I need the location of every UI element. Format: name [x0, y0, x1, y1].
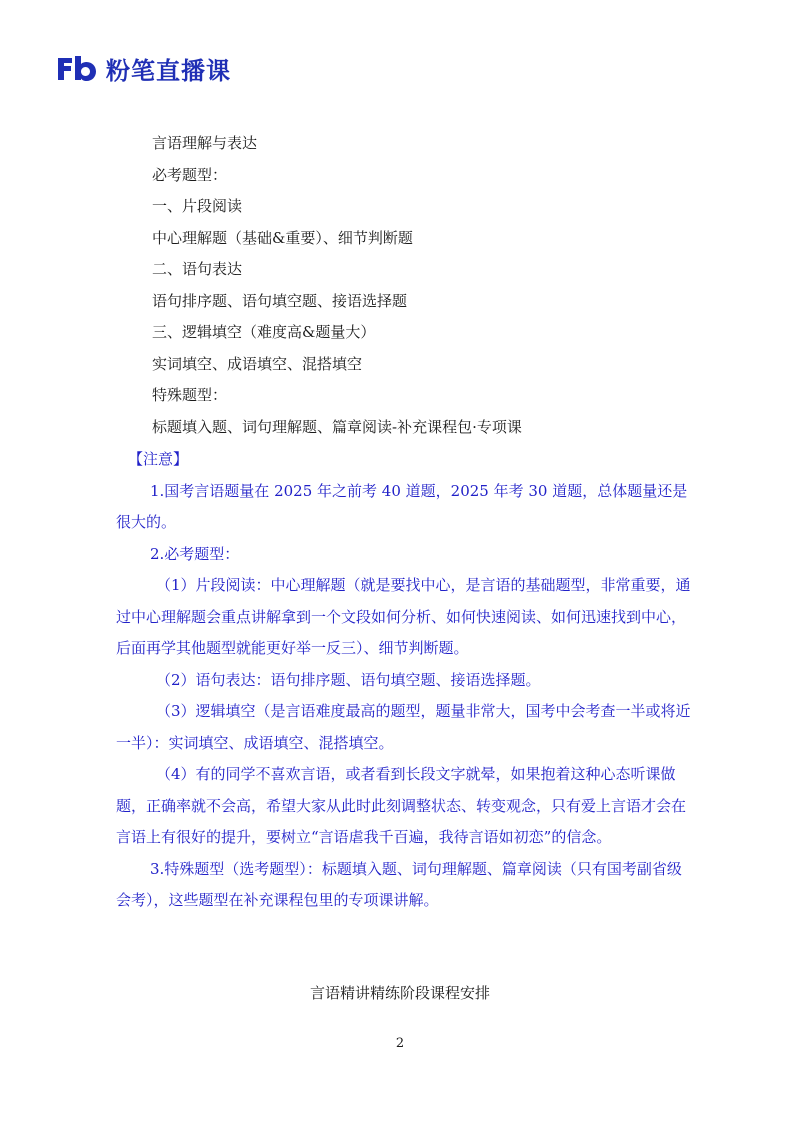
outline-line: 二、语句表达	[152, 260, 243, 278]
note-paragraph: 3.特殊题型（选考题型）：标题填入题、词句理解题、篇章阅读（只有国考副省级会考），这些题型在补充课程包里的专项课讲解。	[116, 859, 682, 909]
outline-line: 一、片段阅读	[152, 197, 243, 215]
outline-line: 标题填入题、词句理解题、篇章阅读-补充课程包·专项课	[152, 417, 522, 436]
note-paragraph: 2.必考题型：	[150, 544, 240, 563]
outline	[152, 128, 692, 443]
fb-logo-icon	[56, 54, 100, 82]
notes-section	[116, 444, 692, 917]
header	[56, 50, 231, 86]
section-title: 言语精讲精练阶段课程安排	[309, 984, 490, 1002]
outline-line: 实词填空、成语填空、混搭填空	[152, 354, 363, 373]
outline-title: 言语理解与表达	[152, 134, 258, 152]
page-number: 2	[395, 1036, 405, 1051]
note-paragraph: （2）语句表达：语句排序题、语句填空题、接语选择题。	[156, 670, 541, 689]
note-paragraph: （4）有的同学不喜欢言语，或者看到长段文字就晕，如果抱着这种心态听课做题，正确率就不会高，希望大家从此时此刻调整状态、转变观念，只有爱上言语才会在言语上有很好的提升，要树立“言语虐我千百遍，我待言语如初恋”的信念。	[116, 765, 687, 846]
brand-name: 粉笔直播课	[106, 56, 231, 85]
note-paragraph: （3）逻辑填空（是言语难度最高的题型，题量非常大，国考中会考查一半或将近一半）：实词填空、成语填空、混搭填空。	[116, 702, 691, 752]
note-paragraph: 1.国考言语题量在 2025 年之前考 40 道题，2025 年考 30 道题，总体题量还是很大的。	[116, 481, 688, 531]
notes-heading: 【注意】	[128, 450, 189, 468]
outline-line: 中心理解题（基础&重要）、细节判断题	[152, 228, 413, 247]
outline-line: 必考题型：	[152, 165, 228, 184]
outline-line: 语句排序题、语句填空题、接语选择题	[152, 291, 408, 310]
outline-line: 三、逻辑填空（难度高&题量大）	[152, 323, 376, 341]
outline-line: 特殊题型：	[152, 386, 228, 404]
note-paragraph: （1）片段阅读：中心理解题（就是要找中心，是言语的基础题型，非常重要，通过中心理解题会重点讲解拿到一个文段如何分析、如何快速阅读、如何迅速找到中心，后面再学其他题型就能更好举一反三）、细节判断题。	[116, 576, 691, 657]
